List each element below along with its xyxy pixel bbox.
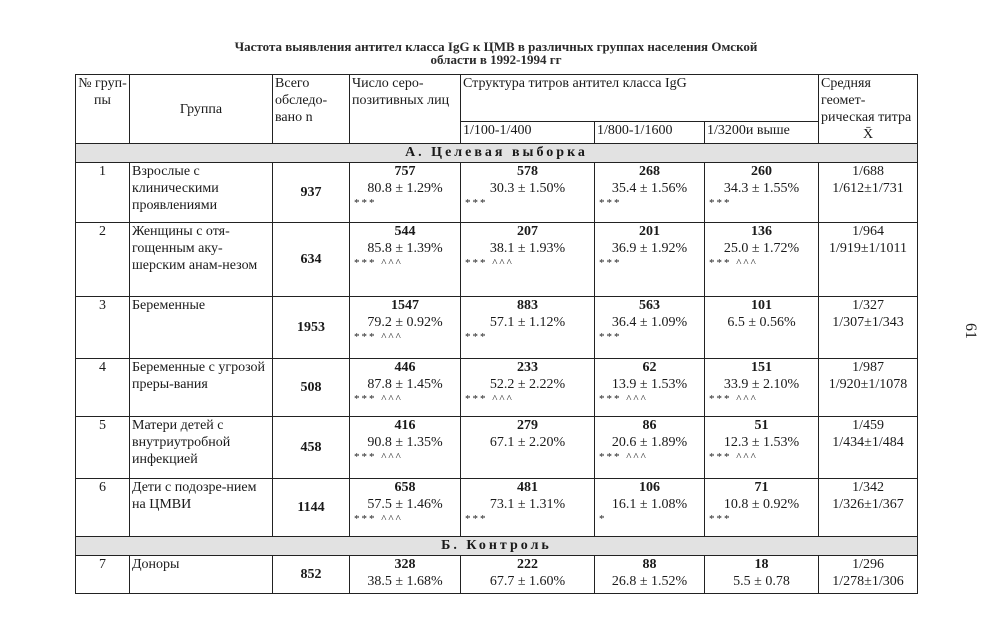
t3-cell (705, 359, 819, 417)
group-total: 1144 (273, 479, 350, 537)
t3-significance: *** ^^^ (709, 451, 758, 463)
gmt-interval: 1/278±1/306 (832, 574, 904, 589)
section-b-label: Б. Контроль (76, 537, 918, 556)
t2-significance: *** (599, 197, 622, 209)
t3-percent: 33.9 ± 2.10% (723, 377, 800, 392)
t1-percent: 67.7 ± 1.60% (489, 574, 566, 589)
gmt-value: 1/296 (852, 557, 884, 572)
t1-percent: 38.1 ± 1.93% (489, 241, 566, 256)
pos-cell (350, 417, 461, 479)
t1-percent: 57.1 ± 1.12% (489, 315, 566, 330)
t3-percent: 25.0 ± 1.72% (723, 241, 800, 256)
title-line-1: Частота выявления антител класса IgG к ЦМВ в различных группах населения Омской (234, 39, 758, 54)
t1-significance: *** (465, 331, 488, 343)
t3-count: 151 (751, 360, 772, 375)
header-total: Всего обследо- вано n (273, 75, 350, 144)
group-number: 7 (76, 556, 130, 594)
section-a-row (76, 144, 918, 163)
t1-count: 481 (517, 480, 538, 495)
table-row (76, 556, 918, 594)
t1-cell (461, 417, 595, 479)
section-b-body (76, 556, 918, 594)
group-name: Дети с подозре-нием на ЦМВИ (130, 479, 273, 537)
t2-cell (595, 556, 705, 594)
t1-count: 883 (517, 298, 538, 313)
gmt-cell (819, 556, 918, 594)
t2-cell (595, 223, 705, 297)
gmt-interval: 1/307±1/343 (832, 315, 904, 330)
pos-significance: *** ^^^ (354, 513, 403, 525)
group-name: Беременные (130, 297, 273, 359)
t2-cell (595, 163, 705, 223)
t2-percent: 36.9 ± 1.92% (611, 241, 688, 256)
group-name: Матери детей с внутриутробной инфекцией (130, 417, 273, 479)
data-table (75, 74, 918, 594)
pos-percent: 57.5 ± 1.46% (367, 497, 443, 512)
pos-count: 416 (394, 418, 416, 433)
t1-percent: 30.3 ± 1.50% (489, 181, 566, 196)
pos-percent: 80.8 ± 1.29% (367, 181, 443, 196)
t2-significance: *** (599, 331, 622, 343)
t3-cell (705, 223, 819, 297)
gmt-value: 1/688 (852, 164, 884, 179)
t2-percent: 36.4 ± 1.09% (611, 315, 688, 330)
t1-significance: *** ^^^ (465, 393, 514, 405)
t1-count: 578 (517, 164, 538, 179)
table-row (76, 163, 918, 223)
table-row (76, 223, 918, 297)
t1-count: 279 (517, 418, 538, 433)
t2-percent: 35.4 ± 1.56% (611, 181, 688, 196)
t3-count: 101 (751, 298, 772, 313)
t2-count: 563 (639, 298, 660, 313)
pos-cell (350, 359, 461, 417)
t3-significance: *** ^^^ (709, 393, 758, 405)
group-number: 4 (76, 359, 130, 417)
header-gmt-label: Средняя геомет- рическая титра (821, 76, 912, 125)
pos-count: 544 (394, 224, 416, 239)
t2-percent: 20.6 ± 1.89% (611, 435, 688, 450)
pos-cell (350, 223, 461, 297)
t1-count: 233 (517, 360, 538, 375)
t2-cell (595, 359, 705, 417)
gmt-interval: 1/612±1/731 (832, 181, 904, 196)
header-group: Группа (130, 75, 273, 144)
t2-percent: 26.8 ± 1.52% (611, 574, 688, 589)
t1-count: 207 (517, 224, 538, 239)
table-row (76, 359, 918, 417)
group-number: 6 (76, 479, 130, 537)
gmt-cell (819, 359, 918, 417)
group-total: 852 (273, 556, 350, 594)
group-number: 1 (76, 163, 130, 223)
group-name: Беременные с угрозой преры-вания (130, 359, 273, 417)
gmt-value: 1/964 (852, 224, 884, 239)
t2-count: 62 (642, 360, 657, 375)
pos-count: 328 (394, 557, 416, 572)
header-num: № груп- пы (76, 75, 130, 144)
pos-percent: 79.2 ± 0.92% (367, 315, 443, 330)
t1-cell (461, 556, 595, 594)
pos-cell (350, 479, 461, 537)
t2-percent: 16.1 ± 1.08% (611, 497, 688, 512)
t1-cell (461, 359, 595, 417)
title-line-2: области в 1992-1994 гг (430, 52, 562, 67)
header-titer-3: 1/3200и выше (705, 121, 819, 143)
t3-percent: 10.8 ± 0.92% (723, 497, 800, 512)
pos-percent: 90.8 ± 1.35% (367, 435, 443, 450)
t1-cell (461, 163, 595, 223)
header-positive: Число серо- позитивных лиц (350, 75, 461, 144)
t1-cell (461, 223, 595, 297)
gmt-cell (819, 417, 918, 479)
t1-cell (461, 479, 595, 537)
header-row (76, 75, 918, 122)
t3-significance: *** (709, 513, 732, 525)
group-name: Женщины с отя-гощенным аку-шерским анам-незом (130, 223, 273, 297)
page-number: 61 (962, 323, 979, 339)
t2-significance: *** ^^^ (599, 393, 648, 405)
group-total: 458 (273, 417, 350, 479)
gmt-interval: 1/919±1/1011 (829, 241, 907, 256)
header-titer-2: 1/800-1/1600 (595, 121, 705, 143)
t3-cell (705, 417, 819, 479)
group-total: 634 (273, 223, 350, 297)
pos-count: 658 (394, 480, 416, 495)
pos-count: 446 (394, 360, 416, 375)
t2-significance: *** ^^^ (599, 451, 648, 463)
t3-cell (705, 163, 819, 223)
t3-count: 51 (754, 418, 769, 433)
pos-percent: 85.8 ± 1.39% (367, 241, 443, 256)
header-gmt-symbol: X̄ (862, 127, 874, 142)
pos-cell (350, 556, 461, 594)
pos-significance: *** ^^^ (354, 257, 403, 269)
t2-count: 86 (642, 418, 657, 433)
t1-significance: *** (465, 197, 488, 209)
t1-cell (461, 297, 595, 359)
header-gmt (819, 75, 918, 144)
t2-cell (595, 417, 705, 479)
t3-percent: 34.3 ± 1.55% (723, 181, 800, 196)
pos-percent: 38.5 ± 1.68% (367, 574, 443, 589)
t2-count: 268 (639, 164, 660, 179)
t3-count: 71 (754, 480, 769, 495)
t3-cell (705, 297, 819, 359)
header-titer-1: 1/100-1/400 (461, 121, 595, 143)
gmt-value: 1/987 (852, 360, 884, 375)
gmt-interval: 1/434±1/484 (832, 435, 904, 450)
pos-cell (350, 163, 461, 223)
t3-count: 260 (751, 164, 772, 179)
t2-cell (595, 297, 705, 359)
t1-count: 222 (517, 557, 538, 572)
t2-percent: 13.9 ± 1.53% (611, 377, 688, 392)
pos-significance: *** ^^^ (354, 451, 403, 463)
header-structure: Структура титров антител класса IgG (461, 75, 819, 122)
pos-percent: 87.8 ± 1.45% (367, 377, 443, 392)
table-row (76, 417, 918, 479)
t1-percent: 52.2 ± 2.22% (489, 377, 566, 392)
t3-cell (705, 479, 819, 537)
t3-significance: *** ^^^ (709, 257, 758, 269)
pos-count: 1547 (391, 298, 419, 313)
pos-significance: *** (354, 197, 377, 209)
pos-significance: *** ^^^ (354, 393, 403, 405)
table-row (76, 297, 918, 359)
t3-percent: 5.5 ± 0.78 (733, 574, 790, 589)
t2-count: 88 (642, 557, 657, 572)
group-total: 1953 (273, 297, 350, 359)
group-number: 5 (76, 417, 130, 479)
gmt-value: 1/459 (852, 418, 884, 433)
section-a-body (76, 163, 918, 537)
pos-significance: *** ^^^ (354, 331, 403, 343)
gmt-interval: 1/920±1/1078 (828, 377, 908, 392)
gmt-interval: 1/326±1/367 (832, 497, 904, 512)
t1-significance: *** (465, 513, 488, 525)
group-number: 2 (76, 223, 130, 297)
section-b-row (76, 537, 918, 556)
group-number: 3 (76, 297, 130, 359)
t3-percent: 6.5 ± 0.56% (727, 315, 796, 330)
pos-count: 757 (394, 164, 416, 179)
t1-percent: 73.1 ± 1.31% (489, 497, 566, 512)
t2-count: 201 (639, 224, 660, 239)
gmt-cell (819, 297, 918, 359)
gmt-value: 1/327 (852, 298, 884, 313)
t1-significance: *** ^^^ (465, 257, 514, 269)
t3-count: 18 (754, 557, 769, 572)
group-name: Доноры (130, 556, 273, 594)
t3-cell (705, 556, 819, 594)
table-row (76, 479, 918, 537)
t3-percent: 12.3 ± 1.53% (723, 435, 800, 450)
table-title (75, 40, 917, 66)
group-name: Взрослые с клиническими проявлениями (130, 163, 273, 223)
gmt-value: 1/342 (852, 480, 884, 495)
gmt-cell (819, 223, 918, 297)
group-total: 508 (273, 359, 350, 417)
pos-cell (350, 297, 461, 359)
gmt-cell (819, 163, 918, 223)
t3-count: 136 (751, 224, 772, 239)
gmt-cell (819, 479, 918, 537)
section-a-label: А. Целевая выборка (76, 144, 918, 163)
t2-significance: *** (599, 257, 622, 269)
t2-cell (595, 479, 705, 537)
group-total: 937 (273, 163, 350, 223)
t3-significance: *** (709, 197, 732, 209)
t1-percent: 67.1 ± 2.20% (489, 435, 566, 450)
t2-count: 106 (639, 480, 660, 495)
t2-significance: * (599, 513, 607, 525)
